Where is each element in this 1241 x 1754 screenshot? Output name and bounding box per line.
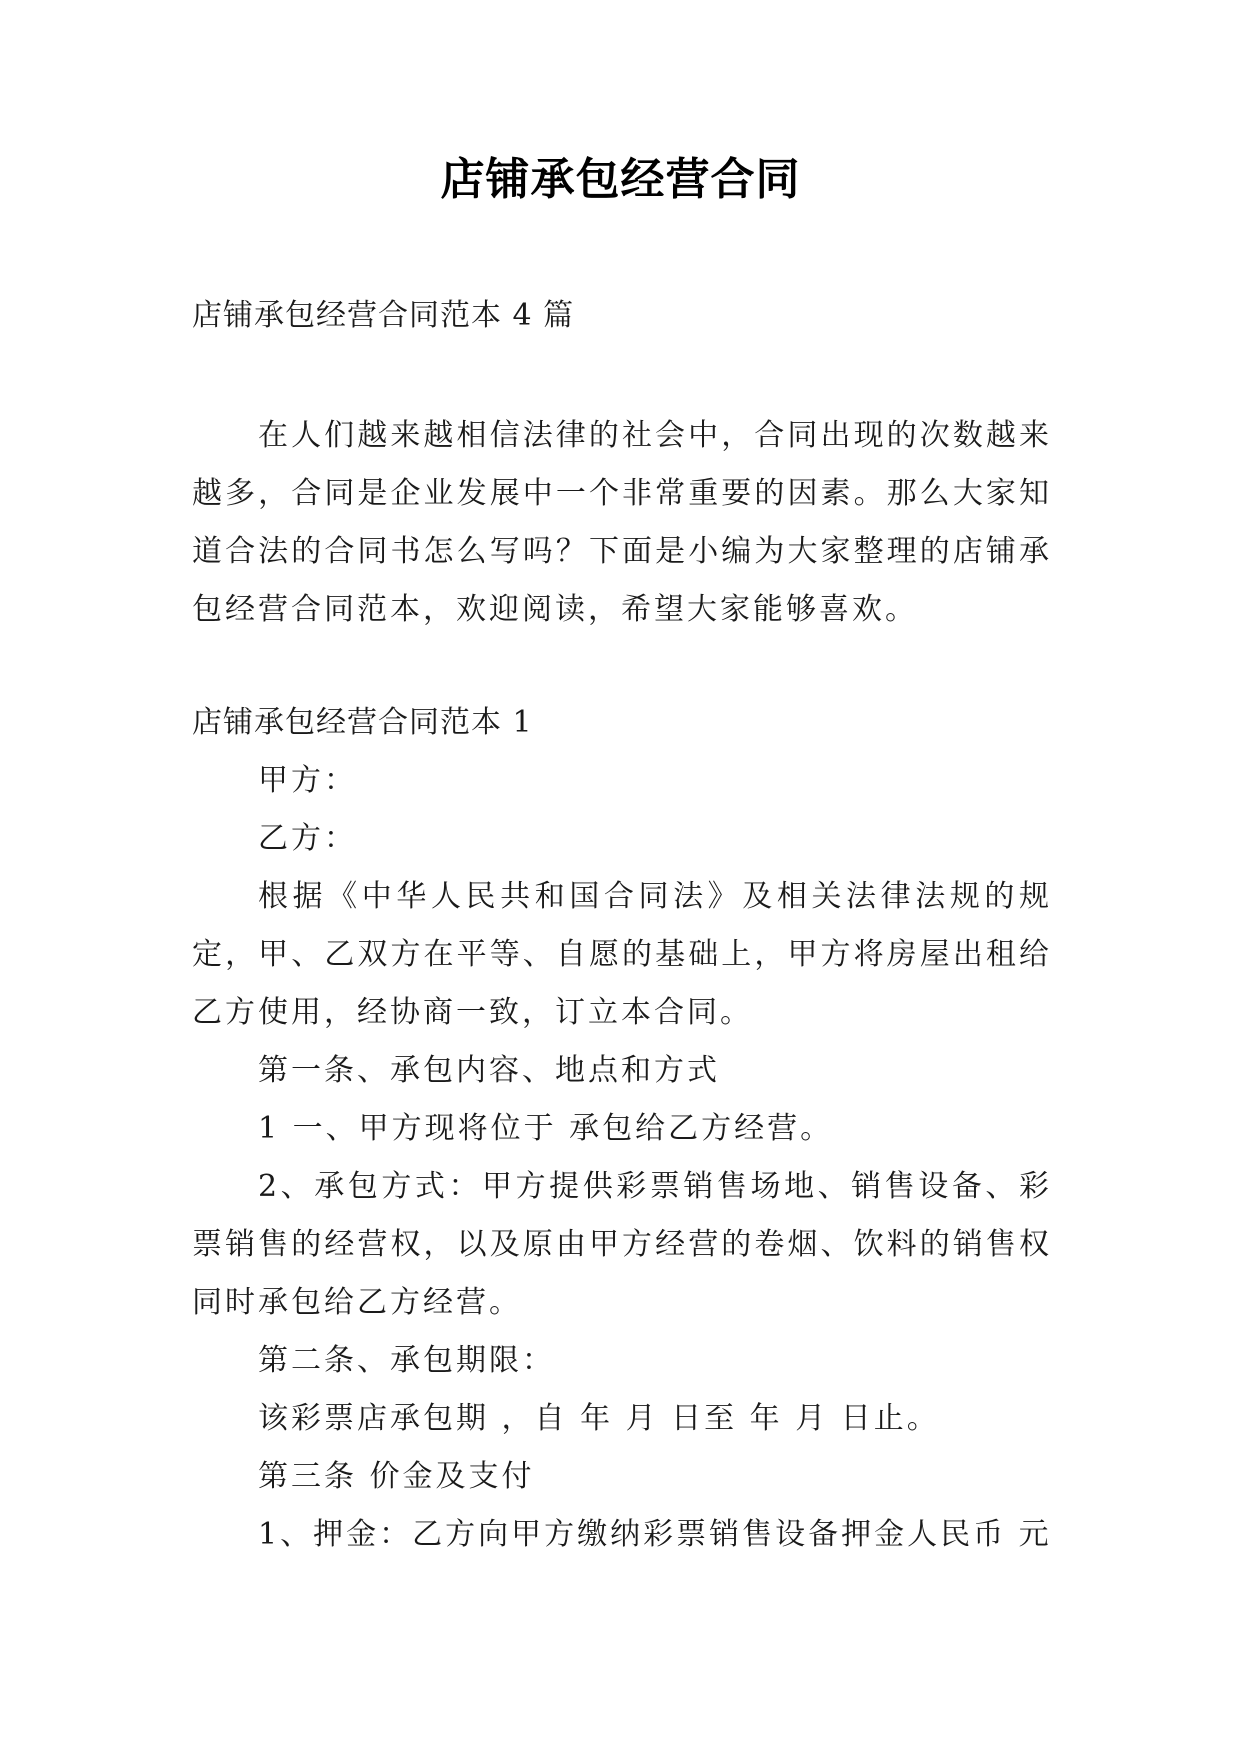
article-3-heading: 第三条 价金及支付	[258, 1459, 535, 1494]
article-2-term: 该彩票店承包期 ，自 年 月 日至 年 月 日止。	[258, 1401, 940, 1436]
document-subtitle: 店铺承包经营合同范本 4 篇	[192, 298, 575, 333]
article-3-item-1: 1、押金：乙方向甲方缴纳彩票销售设备押金人民币 元	[258, 1517, 1052, 1552]
article-1-heading: 第一条、承包内容、地点和方式	[258, 1053, 720, 1088]
article-1-item-1: 1 一、甲方现将位于 承包给乙方经营。	[258, 1111, 834, 1146]
preamble-paragraph: 根据《中华人民共和国合同法》及相关法律法规的规定，甲、乙双方在平等、自愿的基础上，甲方将房屋出租给乙方使用，经协商一致，订立本合同。	[192, 879, 1052, 1030]
article-1-item-2: 2、承包方式：甲方提供彩票销售场地、销售设备、彩票销售的经营权，以及原由甲方经营的卷烟、饮料的销售权同时承包给乙方经营。	[192, 1169, 1052, 1320]
intro-paragraph: 在人们越来越相信法律的社会中，合同出现的次数越来越多，合同是企业发展中一个非常重要的因素。那么大家知道合法的合同书怎么写吗？下面是小编为大家整理的店铺承包经营合同范本，欢迎阅读，希望大家能够喜欢。	[192, 418, 1052, 627]
party-a-line: 甲方：	[258, 763, 357, 798]
party-b-line: 乙方：	[258, 821, 357, 856]
article-2-heading: 第二条、承包期限：	[258, 1343, 555, 1378]
section-heading: 店铺承包经营合同范本 1	[192, 705, 533, 740]
document-title: 店铺承包经营合同	[440, 154, 801, 205]
contract-body	[192, 694, 1052, 1564]
